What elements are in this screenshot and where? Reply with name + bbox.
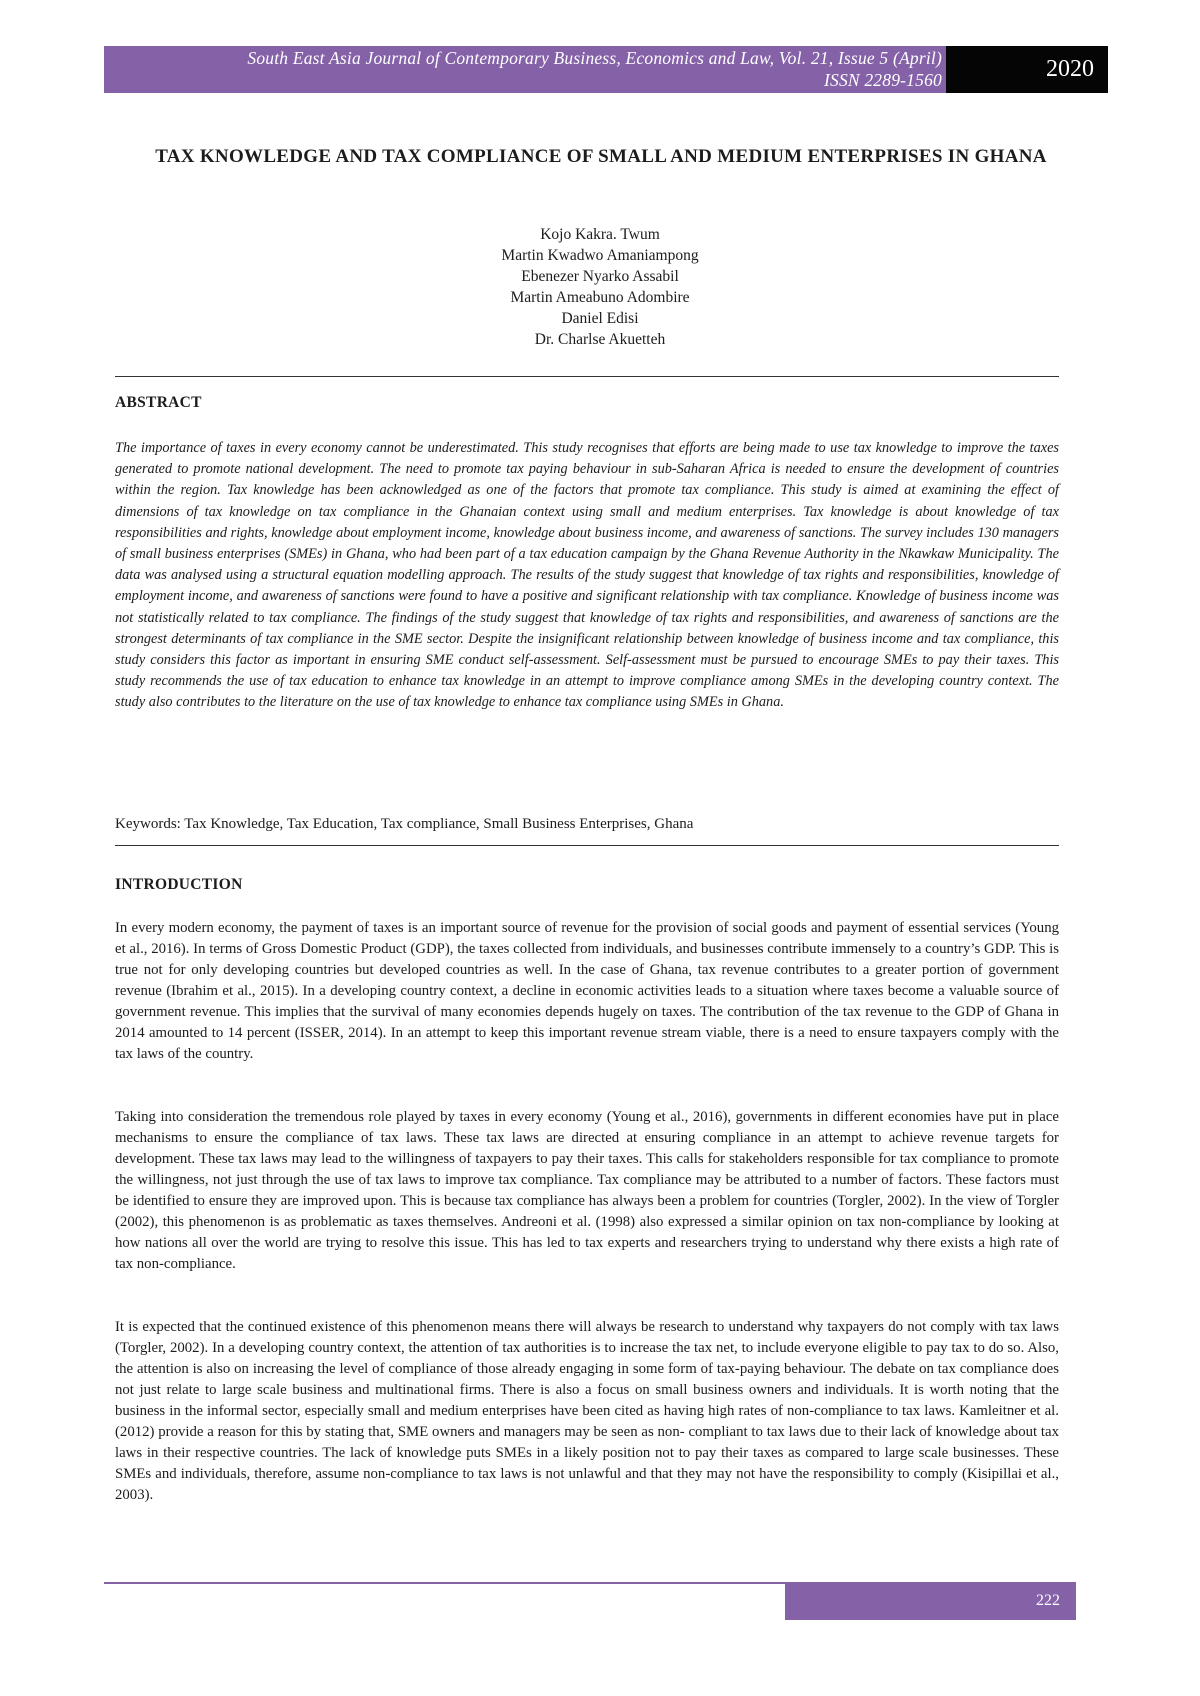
- abstract-text: The importance of taxes in every economy cannot be underestimated. This study recognises that efforts are being made to use tax knowledge to improve the taxes generated to promote national development. The need to promote tax paying behaviour in sub-Saharan Africa is needed to ensure the development of countries within the region. Tax knowledge has been acknowledged as one of the factors that promote tax compliance. This study is aimed at examining the effect of dimensions of tax knowledge on tax compliance in the Ghanaian context using small and medium enterprises. Tax knowledge is about knowledge of tax responsibilities and rights, knowledge about employment income, knowledge about business income, and awareness of sanctions. The survey includes 130 managers of small business enterprises (SMEs) in Ghana, who had been part of a tax education campaign by the Ghana Revenue Authority in the Nkawkaw Municipality. The data was analysed using a structural equation modelling approach. The results of the study suggest that knowledge of tax rights and responsibilities, knowledge of employment income, and awareness of sanctions were found to have a positive and significant relationship with tax compliance. Knowledge of business income was not statistically related to tax compliance. The findings of the study suggest that knowledge of tax rights and responsibilities, and awareness of sanctions are the strongest determinants of tax compliance in the SME sector. Despite the insignificant relationship between knowledge of business income and tax compliance, this study considers this factor as important in ensuring SME conduct self-assessment. Self-assessment must be pursued to encourage SMEs to pay their taxes. This study recommends the use of tax education to enhance tax knowledge in an attempt to improve compliance among SMEs in the developing country context. The study also contributes to the literature on the use of tax knowledge to enhance tax compliance using SMEs in Ghana.: [115, 440, 1059, 711]
- divider: [115, 845, 1059, 846]
- journal-issn: ISSN 2289-1560: [823, 70, 942, 90]
- body-paragraph: It is expected that the continued existence of this phenomenon means there will always be research to understand why taxpayers do not comply with tax laws (Torgler, 2002). In a developing country context, the attention of tax authorities is to increase the tax net, to include everyone eligible to pay tax to do so. Also, the attention is also on increasing the level of compliance of those already engaging in some form of tax-paying behaviour. The debate on tax compliance does not just relate to large scale business and multinational firms. There is also a focus on small business owners and individuals. It is worth noting that the business in the informal sector, especially small and medium enterprises have been cited as having high rates of non-compliance to tax laws. Kamleitner et al. (2012) provide a reason for this by stating that, SME owners and managers may be seen as non- compliant to tax laws due to their lack of knowledge about tax laws in their respective countries. The lack of knowledge puts SMEs in a likely position not to pay their taxes as compared to large scale businesses. These SMEs and individuals, therefore, assume non-compliance to tax laws is not unlawful and that they may not have the responsibility to comply (Kisipillai et al., 2003).: [115, 1319, 1059, 1503]
- paper-title: TAX KNOWLEDGE AND TAX COMPLIANCE OF SMALL AND MEDIUM ENTERPRISES IN GHANA: [155, 146, 1047, 167]
- body-paragraph: Taking into consideration the tremendous role played by taxes in every economy (Young et al., 2016), governments in different economies have put in place mechanisms to ensure the compliance of tax laws. These tax laws are directed at ensuring compliance in an attempt to achieve revenue targets for development. These tax laws may lead to the willingness of taxpayers to pay their taxes. This calls for stakeholders responsible for tax compliance to promote the willingness, not just through the use of tax laws to improve tax compliance. Tax compliance may be attributed to a number of factors. These factors must be identified to ensure they are improved upon. This is because tax compliance has always been a problem for countries (Torgler, 2002). In the view of Torgler (2002), this phenomenon is as problematic as taxes themselves. Andreoni et al. (1998) also expressed a similar opinion on tax non-compliance by looking at how nations all over the world are trying to resolve this issue. This has led to tax experts and researchers trying to understand why there exists a high rate of tax non-compliance.: [115, 1109, 1059, 1272]
- journal-citation: South East Asia Journal of Contemporary Business, Economics and Law, Vol. 21, Issue 5 (April): [247, 48, 942, 68]
- year-box: [946, 46, 1108, 93]
- author-name: Daniel Edisi: [561, 310, 639, 327]
- author-name: Martin Kwadwo Amaniampong: [501, 247, 699, 264]
- body-paragraph: In every modern economy, the payment of taxes is an important source of revenue for the provision of social goods and payment of essential services (Young et al., 2016). In terms of Gross Domestic Product (GDP), the taxes collected from individuals, and businesses contribute immensely to a country’s GDP. This is true not for only developing countries but developed countries as well. In the case of Ghana, tax revenue contributes to a greater portion of government revenue (Ibrahim et al., 2015). In a developing country context, a decline in economic activities leads to a situation where taxes become a valuable source of government revenue. This implies that the survival of many economies depends hugely on taxes. The contribution of the tax revenue to the GDP of Ghana in 2014 amounted to 14 percent (ISSER, 2014). In an attempt to keep this important revenue stream viable, there is a need to ensure taxpayers comply with the tax laws of the country.: [115, 920, 1059, 1062]
- divider: [115, 376, 1059, 377]
- author-list: [320, 224, 880, 350]
- author-name: Ebenezer Nyarko Assabil: [521, 268, 679, 285]
- keywords: Keywords: Tax Knowledge, Tax Education, Tax compliance, Small Business Enterprises, Ghana: [115, 816, 694, 832]
- introduction-heading: INTRODUCTION: [115, 876, 243, 893]
- page-number-box: [785, 1583, 1076, 1620]
- abstract-heading: ABSTRACT: [115, 394, 202, 411]
- author-name: Dr. Charlse Akuetteh: [534, 331, 666, 348]
- publication-year: 2020: [1046, 56, 1094, 82]
- journal-header: [104, 47, 942, 91]
- page-number: 222: [1036, 1592, 1060, 1609]
- author-name: Martin Ameabuno Adombire: [510, 289, 690, 306]
- author-name: Kojo Kakra. Twum: [540, 226, 660, 243]
